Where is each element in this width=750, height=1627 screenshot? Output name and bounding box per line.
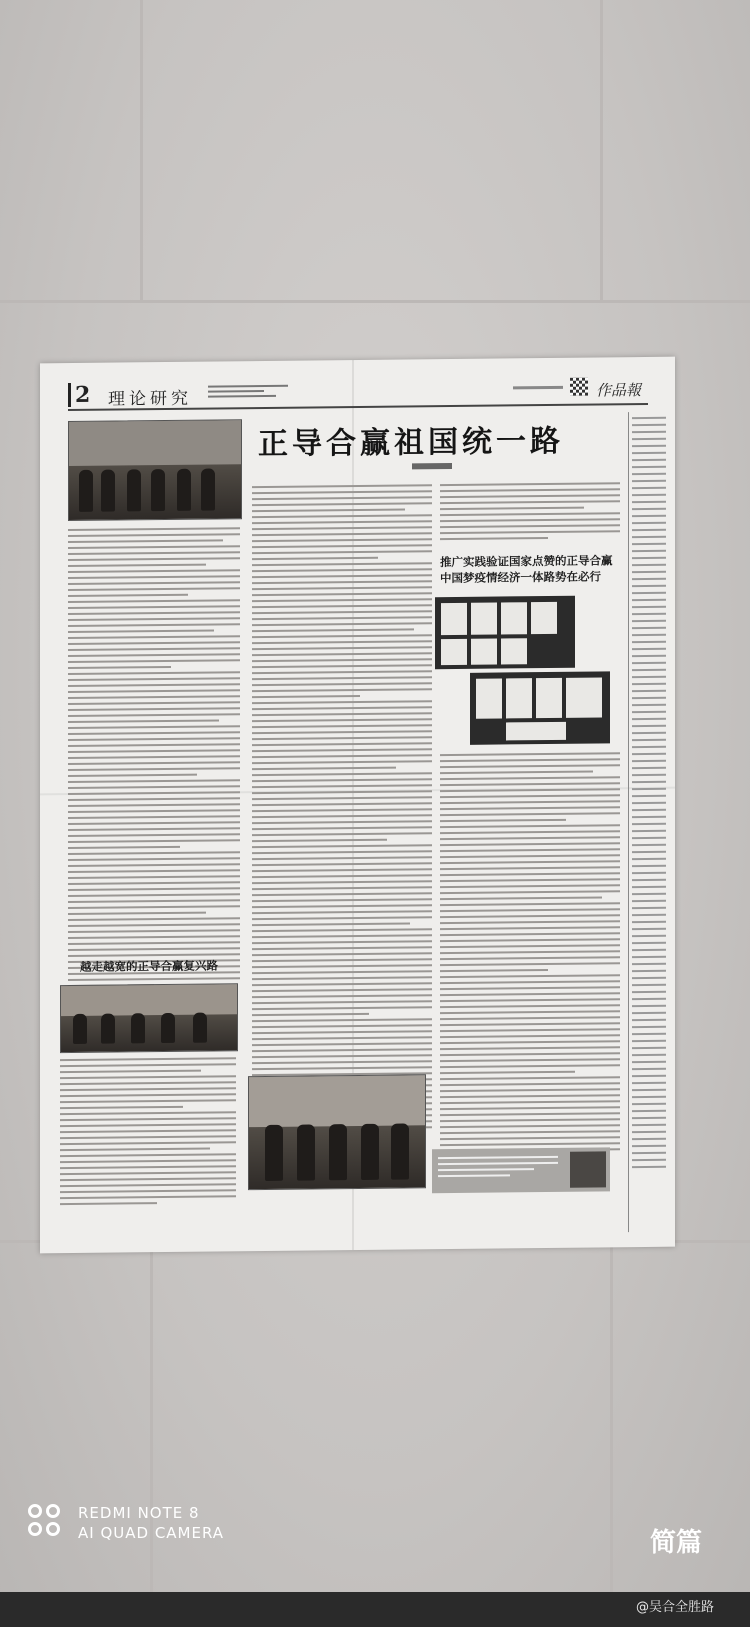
app-watermark: 简篇 bbox=[650, 1528, 703, 1558]
paper-name: 作品報 bbox=[596, 381, 642, 400]
editor-info bbox=[208, 385, 288, 400]
newspaper-page bbox=[40, 357, 675, 1254]
sofa-seam bbox=[600, 0, 603, 300]
adjacent-page-edge bbox=[628, 412, 669, 1232]
sofa-seam bbox=[610, 1240, 613, 1627]
documents-photo bbox=[435, 596, 575, 669]
masthead bbox=[68, 377, 648, 411]
sofa-seam bbox=[140, 0, 143, 300]
subheading-left: 越走越宽的正导合赢复兴路 bbox=[80, 958, 218, 974]
sofa-seam bbox=[150, 1240, 153, 1627]
subheading-line: 中国梦疫情经济一体路势在必行 bbox=[440, 569, 601, 586]
page-number: 2 bbox=[68, 383, 90, 407]
article-column bbox=[60, 1057, 236, 1209]
headline: 正导合赢祖国统一路 bbox=[258, 423, 564, 463]
article-column bbox=[68, 527, 240, 991]
camera-lens-icon bbox=[28, 1504, 66, 1542]
documents-photo bbox=[470, 671, 610, 744]
issue-date bbox=[513, 386, 563, 390]
article-column bbox=[440, 752, 620, 1162]
device-name: REDMI NOTE 8 bbox=[78, 1504, 200, 1522]
section-name: 理论研究 bbox=[108, 388, 192, 410]
author-bio bbox=[432, 1147, 610, 1193]
user-watermark: @吴合全胜路 bbox=[636, 1600, 715, 1615]
camera-name: AI QUAD CAMERA bbox=[78, 1524, 225, 1542]
subheading-line: 推广实践验证国家点赞的正导合赢 bbox=[440, 553, 613, 570]
article-column bbox=[252, 484, 432, 1140]
qr-code-icon bbox=[570, 378, 588, 396]
meeting-photo bbox=[60, 983, 238, 1053]
byline bbox=[412, 463, 452, 469]
author-portrait bbox=[570, 1151, 606, 1187]
article-column bbox=[440, 482, 620, 544]
group-photo bbox=[248, 1074, 426, 1190]
subheading-right bbox=[440, 552, 613, 586]
sofa-seam bbox=[0, 300, 750, 303]
group-photo bbox=[68, 419, 242, 521]
